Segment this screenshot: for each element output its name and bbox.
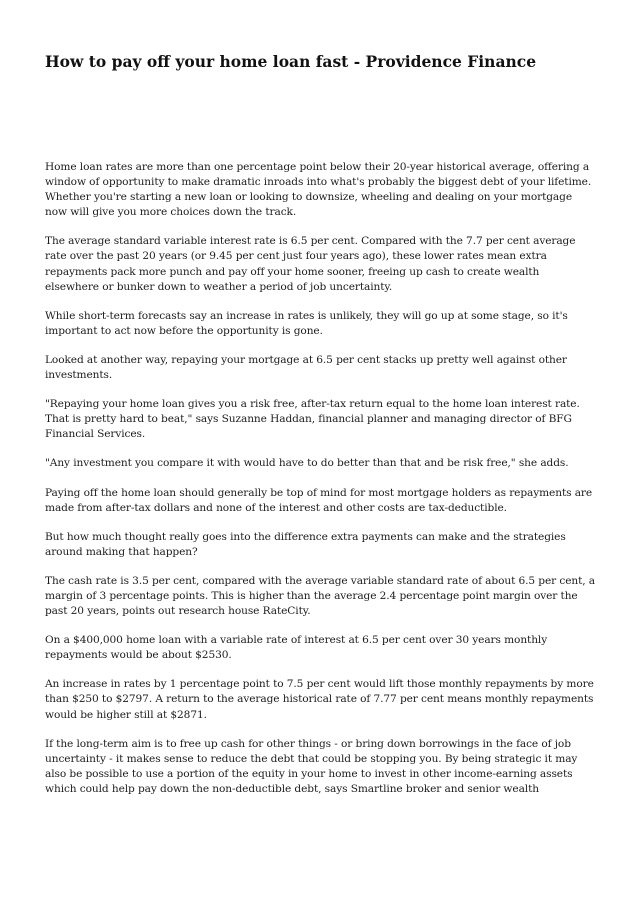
paragraph-3: While short-term forecasts say an increase in rates is unlikely, they will go up at some stage, so it's important to act now before the opportunity is gone. [45, 309, 568, 337]
paragraph-10: On a $400,000 home loan with a variable rate of interest at 6.5 per cent over 30 years monthly repayments would be about $2530. [45, 634, 548, 662]
paragraph-11: An increase in rates by 1 percentage point to 7.5 per cent would lift those monthly repayments by more than $250 to $2797. A return to the average historical rate of 7.77 per cent means monthly repayments would be higher still at $2871. [45, 678, 594, 721]
paragraph-2: The average standard variable interest rate is 6.5 per cent. Compared with the 7.7 per cent average rate over the past 20 years (or 9.45 per cent just four years ago), these lower rates mean extra repayments pack more punch and pay off your home sooner, freeing up cash to create wealth elsewhere or bunker down to weather a period of job uncertainty. [45, 235, 576, 293]
paragraph-12: If the long-term aim is to free up cash for other things - or bring down borrowings in the face of job uncertainty - it makes sense to reduce the debt that could be stopping you. By being strategic it may also be possible to use a portion of the equity in your home to invest in other income-earning assets which could help pay down the non-deductible debt, says Smartline broker and senior wealth [45, 737, 578, 795]
paragraph-6: "Any investment you compare it with would have to do better than that and be risk free," she adds. [45, 457, 569, 470]
document-title: How to pay off your home loan fast - Providence Finance [45, 52, 537, 71]
paragraph-5: "Repaying your home loan gives you a risk free, after-tax return equal to the home loan interest rate. That is pretty hard to beat," says Suzanne Haddan, financial planner and managing director of BFG Financial Services. [45, 398, 580, 441]
paragraph-4: Looked at another way, repaying your mortgage at 6.5 per cent stacks up pretty well against other investments. [45, 353, 567, 382]
paragraph-1: Home loan rates are more than one percentage point below their 20-year historical average, offering a window of opportunity to make dramatic inroads into what's probably the biggest debt of your lifetime. Whether you're starting a new loan or looking to downsize, wheeling and dealing on your mortgage now will give you more choices down the track. [45, 161, 592, 219]
paragraph-7: Paying off the home loan should generally be top of mind for most mortgage holders as repayments are made from after-tax dollars and none of the interest and other costs are tax-deductible. [45, 486, 593, 514]
paragraph-9: The cash rate is 3.5 per cent, compared with the average variable standard rate of about 6.5 per cent, a margin of 3 percentage points. This is higher than the average 2.4 percentage point margin over the past 20 years, points out research house RateCity. [45, 574, 596, 618]
article-body [45, 160, 596, 811]
paragraph-8: But how much thought really goes into the difference extra payments can make and the strategies around making that happen? [45, 530, 566, 558]
